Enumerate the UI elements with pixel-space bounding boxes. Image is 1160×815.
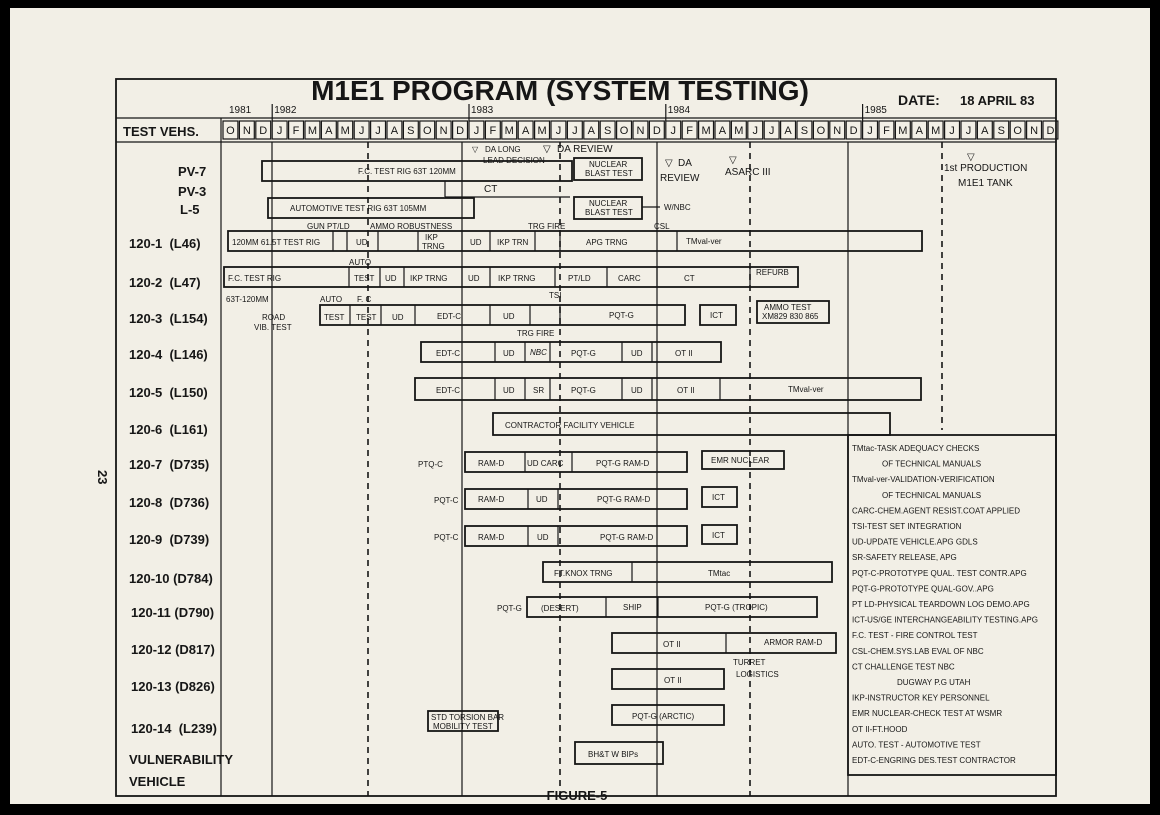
bar-label: AUTOMOTIVE TEST RIG 63T 105MM	[290, 204, 427, 213]
annotation: PQT-C	[434, 496, 459, 505]
bar-label: ARMOR RAM-D	[764, 638, 823, 647]
bar-label: UD	[536, 495, 548, 504]
bar-label: PQT-G (ARCTIC)	[632, 712, 695, 721]
bar-label: PQT-G RAM-D	[597, 495, 651, 504]
legend-item: TSI-TEST SET INTEGRATION	[852, 522, 962, 531]
bar-label: XM829 830 865	[762, 312, 819, 321]
bar-label: OT II	[677, 386, 695, 395]
bar-label: PQT-G RAM-D	[596, 459, 650, 468]
month-label: S	[407, 125, 415, 137]
month-label: J	[276, 125, 283, 137]
bar-label: EDT-C	[436, 349, 460, 358]
bar-label: PQT-G (TROPIC)	[705, 603, 768, 612]
month-label: A	[587, 125, 595, 137]
page-number: 23	[95, 470, 110, 485]
legend-item: OT II-FT.HOOD	[852, 724, 908, 734]
row-label: 120-6 (L161)	[129, 422, 208, 437]
annotation: DA	[678, 158, 692, 169]
month-label: O	[422, 125, 432, 137]
bar-label: IKP TRNG	[410, 274, 448, 283]
bar-label: F.C. TEST RIG 63T 120MM	[358, 167, 456, 176]
bar-label: TEST	[356, 313, 377, 322]
month-label: A	[718, 125, 727, 137]
annotation: REVIEW	[660, 173, 700, 184]
month-label: F	[686, 125, 694, 137]
milestone-marker: ▽	[665, 158, 673, 169]
legend-item: CT CHALLENGE TEST NBC	[852, 662, 955, 672]
bar-label: OT II	[675, 349, 693, 358]
bar-label: OT II	[663, 640, 681, 649]
bar-label: SR	[533, 386, 545, 395]
annotation: M1E1 TANK	[958, 178, 1013, 189]
legend-item: AUTO. TEST - AUTOMOTIVE TEST	[852, 740, 981, 750]
month-label: M	[340, 125, 350, 137]
month-label: J	[949, 125, 955, 137]
month-label: S	[800, 125, 809, 137]
bar-label: EMR NUCLEAR	[711, 456, 770, 465]
row-label: 120-13 (D826)	[131, 679, 215, 694]
bar-label: UD	[631, 386, 643, 395]
month-label: M	[898, 125, 908, 137]
year-label: 1981	[229, 105, 252, 116]
row-label: PV-3	[178, 184, 207, 199]
legend-item: EDT-C-ENGRING DES.TEST CONTRACTOR	[852, 756, 1016, 765]
month-label: D	[1046, 125, 1055, 137]
month-label: M	[504, 125, 514, 137]
row-label: 120-12 (D817)	[131, 642, 215, 657]
bar-label: RAM-D	[478, 495, 505, 504]
annotation: F. C	[357, 295, 372, 304]
bar-label: UD	[537, 533, 549, 542]
month-label: S	[997, 125, 1005, 137]
row-label: 120-7 (D735)	[129, 457, 210, 472]
bar-label: STD TORSION BAR	[431, 713, 505, 722]
legend-item: SR-SAFETY RELEASE, APG	[852, 553, 957, 563]
row-label: PV-7	[178, 164, 207, 179]
month-label: A	[325, 125, 333, 137]
bar-label: ICT	[712, 493, 725, 502]
figure-caption: FIGURE-5	[546, 788, 608, 803]
month-label: A	[784, 125, 792, 137]
month-label: J	[752, 125, 758, 137]
month-label: J	[572, 125, 578, 137]
row-label: 120-5 (L150)	[129, 385, 208, 400]
bar-label: PQT-G	[571, 349, 596, 358]
month-label: F	[883, 125, 890, 137]
bar-label: IKP TRNG	[498, 274, 536, 283]
header-label: TEST VEHS.	[123, 124, 199, 139]
bar-label: REFURB	[756, 268, 789, 277]
bar-label: UD	[470, 238, 482, 247]
bar-label: UD	[385, 274, 397, 283]
bar-label: UD	[356, 238, 368, 247]
annotation: VIB. TEST	[254, 323, 292, 332]
bar-label: APG TRNG	[586, 238, 628, 247]
legend-item: EMR NUCLEAR-CHECK TEST AT WSMR	[852, 709, 1003, 719]
month-label: D	[652, 125, 661, 137]
row-label: L-5	[180, 202, 200, 217]
annotation: DA REVIEW	[557, 144, 613, 155]
bar-label: UD	[503, 349, 515, 358]
row-label: 120-14 (L239)	[131, 721, 217, 736]
legend-item: PQT-C-PROTOTYPE QUAL. TEST CONTR.APG	[852, 568, 1027, 578]
legend-item: UD-UPDATE VEHICLE.APG GDLS	[852, 537, 978, 547]
bar-label: TEST	[324, 313, 345, 322]
legend-item: TMtac-TASK ADEQUACY CHECKS	[852, 444, 980, 453]
row-label: 120-1 (L46)	[129, 236, 201, 251]
annotation: 1st PRODUCTION	[944, 163, 1028, 174]
row-label: 120-11 (D790)	[131, 605, 215, 620]
month-label: A	[390, 125, 399, 137]
month-label: D	[849, 125, 858, 137]
month-label: O	[816, 125, 826, 137]
month-label: A	[915, 125, 923, 137]
bar-label: TEST	[354, 274, 375, 283]
month-label: N	[1030, 125, 1039, 137]
legend-item: DUGWAY P.G UTAH	[897, 678, 971, 687]
annotations	[226, 144, 1027, 679]
month-label: O	[226, 125, 235, 137]
month-label: A	[521, 125, 530, 137]
month-label: J	[555, 125, 562, 137]
annotation: PTQ-C	[418, 460, 443, 469]
bar-label: UD CARC	[527, 459, 564, 468]
schedule-bars	[224, 158, 922, 764]
annotation: CSL	[654, 222, 670, 231]
month-label: M	[701, 125, 711, 137]
bar-label: NUCLEAR	[589, 199, 628, 208]
month-label: F	[489, 125, 497, 137]
month-label: N	[636, 125, 645, 137]
bar-label: ICT	[712, 531, 725, 540]
bar	[415, 378, 921, 400]
row-labels	[129, 164, 233, 789]
bar-label: PQT-G	[609, 311, 634, 320]
bar-label: UD	[468, 274, 480, 283]
month-label: J	[768, 125, 775, 137]
bar-label: UD	[392, 313, 404, 322]
bar-label: BLAST TEST	[585, 169, 633, 178]
month-label: N	[833, 125, 842, 137]
chart-title: M1E1 PROGRAM (SYSTEM TESTING)	[311, 75, 809, 106]
annotation: PQT-C	[434, 533, 459, 542]
row-label: VULNERABILITY	[129, 752, 233, 767]
annotation: LOGISTICS	[736, 670, 779, 679]
milestone-marker: ▽	[729, 155, 737, 166]
row-label: VEHICLE	[129, 774, 186, 789]
annotation: TSI	[549, 291, 562, 300]
bar-label: MOBILITY TEST	[433, 722, 493, 731]
bar-label: TMtac	[708, 569, 731, 578]
legend-item: OF TECHNICAL MANUALS	[882, 490, 982, 500]
bar-label: AMMO TEST	[764, 303, 812, 312]
bar-label: CT	[684, 274, 695, 283]
row-label: 120-10 (D784)	[129, 571, 213, 586]
month-label: J	[867, 125, 873, 137]
annotation: TRG FIRE	[528, 222, 566, 231]
annotation: ASARC III	[725, 167, 771, 178]
legend-item: PT LD-PHYSICAL TEARDOWN LOG DEMO.APG	[852, 600, 1030, 609]
legend-item: F.C. TEST - FIRE CONTROL TEST	[852, 631, 978, 641]
legend-item: IKP-INSTRUCTOR KEY PERSONNEL	[852, 693, 990, 703]
annotation: PQT-G	[497, 604, 522, 613]
row-label: 120-9 (D739)	[129, 532, 210, 547]
bar-label: PQT-G	[571, 386, 596, 395]
legend-item: OF TECHNICAL MANUALS	[882, 459, 982, 469]
month-label: S	[603, 125, 612, 137]
year-label: 1982	[274, 105, 297, 116]
legend	[852, 444, 1038, 765]
bar-label: IKP	[425, 233, 438, 242]
bar-label: OT II	[664, 676, 682, 685]
row-label: 120-2 (L47)	[129, 275, 201, 290]
row-label: 120-3 (L154)	[129, 311, 208, 326]
bar	[228, 231, 922, 251]
month-label: D	[456, 125, 465, 137]
bar-label: (DESERT)	[541, 604, 579, 613]
legend-item: TMval-ver-VALIDATION-VERIFICATION	[852, 475, 995, 485]
bar-label: RAM-D	[478, 533, 505, 542]
bar-label: PQT-G RAM-D	[600, 533, 654, 542]
bar-label: TMval-ver	[788, 385, 824, 394]
month-label: M	[307, 125, 318, 137]
month-label: M	[734, 125, 744, 137]
milestone-marker: ▽	[543, 144, 551, 155]
month-label: F	[292, 125, 300, 137]
bar-label: IKP TRN	[497, 238, 529, 247]
legend-item: ICT-US/GE INTERCHANGEABILITY TESTING.APG	[852, 615, 1038, 625]
month-label: J	[473, 125, 480, 137]
bar-label: UD	[631, 349, 643, 358]
annotation: TURRET	[733, 658, 766, 667]
bar-label: CARC	[618, 274, 641, 283]
bar-label: SHIP	[623, 603, 642, 612]
legend-item: PQT-G-PROTOTYPE QUAL-GOV..APG	[852, 584, 994, 594]
month-label: O	[619, 125, 629, 137]
bar-label: F.C. TEST RIG	[228, 274, 282, 283]
bar-label: CT	[484, 184, 498, 195]
row-label: 120-8 (D736)	[129, 495, 210, 510]
bar-label: FT.KNOX TRNG	[554, 569, 613, 578]
bar-label: UD	[503, 312, 515, 321]
annotation: ROAD	[262, 313, 286, 322]
annotation: AUTO	[349, 258, 372, 267]
month-label: D	[259, 125, 268, 137]
bar-label: NBC	[530, 348, 547, 357]
month-label: M	[537, 125, 547, 137]
bar-label: TRNG	[422, 242, 445, 251]
month-label: J	[965, 125, 972, 137]
milestone-marker: ▽	[472, 145, 479, 154]
month-label: O	[1013, 125, 1022, 137]
month-cells	[223, 121, 1058, 139]
month-label: J	[670, 125, 676, 137]
chart-frame	[116, 79, 1056, 796]
month-label: N	[439, 125, 448, 137]
year-label: 1983	[471, 105, 494, 116]
annotation: TRG FIRE	[517, 329, 555, 338]
bar-label: EDT-C	[436, 386, 460, 395]
annotation: 63T-120MM	[226, 295, 269, 304]
bar-label: TMval-ver	[686, 237, 722, 246]
year-label: 1985	[864, 105, 887, 116]
month-label: J	[358, 125, 365, 137]
month-label: M	[931, 125, 941, 137]
annotation: AUTO	[320, 295, 343, 304]
bar-label: BH&T W BIPs	[588, 750, 639, 759]
bar-label: RAM-D	[478, 459, 505, 468]
bar-label: ICT	[710, 311, 723, 320]
bar-label: PT/LD	[568, 274, 591, 283]
bar-label: EDT-C	[437, 312, 461, 321]
annotation: AMMO ROBUSTNESS	[370, 222, 453, 231]
month-label: N	[242, 125, 251, 137]
date-label: DATE:	[898, 92, 940, 108]
bar-label: 120MM 61.5T TEST RIG	[232, 238, 321, 247]
month-label: J	[375, 125, 381, 137]
annotation: DA LONG	[485, 145, 521, 154]
row-label: 120-4 (L146)	[129, 347, 208, 362]
bar-label: CONTRACTOR FACILITY VEHICLE	[505, 421, 635, 430]
month-label: A	[981, 125, 989, 137]
bar-label: W/NBC	[664, 203, 691, 212]
bar-label: UD	[503, 386, 515, 395]
bar-label: NUCLEAR	[589, 160, 628, 169]
annotation: LEAD DECISION	[483, 156, 545, 165]
annotation: GUN PT/LD	[307, 222, 350, 231]
legend-item: CARC-CHEM.AGENT RESIST.COAT APPLIED	[852, 506, 1021, 516]
milestone-marker: ▽	[967, 152, 975, 163]
legend-item: CSL-CHEM.SYS.LAB EVAL OF NBC	[852, 646, 984, 656]
year-label: 1984	[667, 105, 691, 116]
date-value: 18 APRIL 83	[960, 93, 1035, 108]
bar-label: BLAST TEST	[585, 208, 633, 217]
